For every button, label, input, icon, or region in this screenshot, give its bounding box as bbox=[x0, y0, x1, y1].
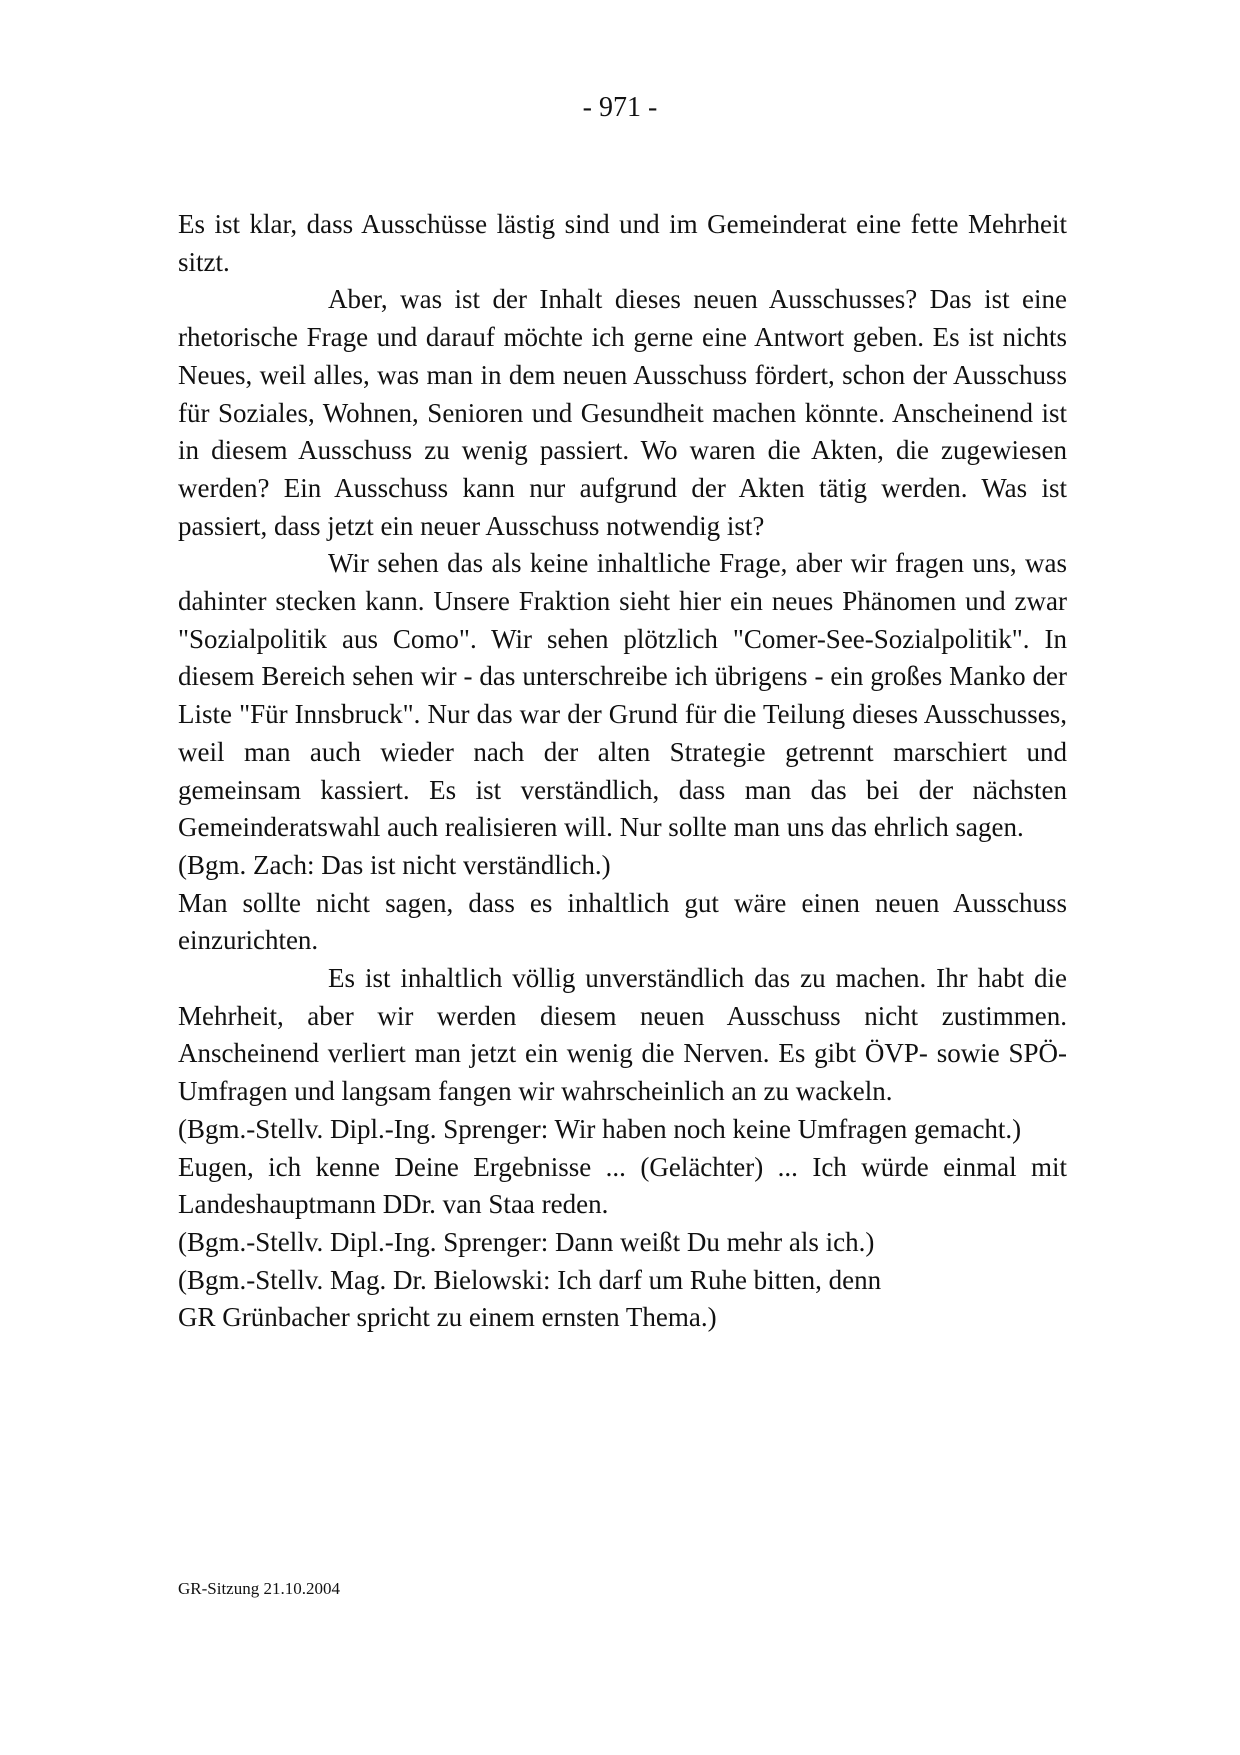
page-number: - 971 - bbox=[582, 92, 658, 123]
interjection-zach: (Bgm. Zach: Das ist nicht verständlich.) bbox=[178, 849, 611, 880]
interjection-sprenger-2: (Bgm.-Stellv. Dipl.-Ing. Sprenger: Dann weißt Du mehr als ich.) bbox=[178, 1226, 875, 1257]
paragraph-1: Es ist klar, dass Ausschüsse lästig sind und im Gemeinderat eine fette Mehrheit sitzt. bbox=[178, 209, 1067, 277]
document-body bbox=[178, 206, 1067, 1337]
paragraph-5: Es ist inhaltlich völlig unverständlich das zu machen. Ihr habt die Mehrheit, aber wir werden diesem neuen Ausschuss nicht zustimmen. Anscheinend verliert man jetzt ein wenig die Nerven. Es gibt ÖVP- sowie SPÖ-Umfragen und langsam fangen wir wahrscheinlich an zu wackeln. bbox=[178, 963, 1067, 1107]
interjection-bielowski-line-2: GR Grünbacher spricht zu einem ernsten Thema.) bbox=[178, 1302, 717, 1333]
paragraph-4: Man sollte nicht sagen, dass es inhaltlich gut wäre einen neuen Ausschuss einzurichten. bbox=[178, 887, 1067, 956]
interjection-sprenger-1: (Bgm.-Stellv. Dipl.-Ing. Sprenger: Wir haben noch keine Umfragen gemacht.) bbox=[178, 1113, 1022, 1144]
interjection-bielowski-line-1: (Bgm.-Stellv. Mag. Dr. Bielowski: Ich darf um Ruhe bitten, denn bbox=[178, 1264, 882, 1295]
paragraph-6: Eugen, ich kenne Deine Ergebnisse ... (Gelächter) ... Ich würde einmal mit Landeshauptmann DDr. van Staa reden. bbox=[178, 1151, 1067, 1220]
footer-session-date: GR-Sitzung 21.10.2004 bbox=[178, 1579, 340, 1598]
paragraph-2: Aber, was ist der Inhalt dieses neuen Ausschusses? Das ist eine rhetorische Frage und darauf möchte ich gerne eine Antwort geben. Es ist nichts Neues, weil alles, was man in dem neuen Ausschuss fördert, schon der Ausschuss für Soziales, Wohnen, Senioren und Gesundheit machen könnte. Anscheinend ist in diesem Ausschuss zu wenig passiert. Wo waren die Akten, die zugewiesen werden? Ein Ausschuss kann nur aufgrund der Akten tätig werden. Was ist passiert, dass jetzt ein neuer Ausschuss notwendig ist? bbox=[178, 284, 1067, 541]
paragraph-3: Wir sehen das als keine inhaltliche Frage, aber wir fragen uns, was dahinter stecken kann. Unsere Fraktion sieht hier ein neues Phänomen und zwar "Sozialpolitik aus Como". Wir sehen plötzlich "Comer-See-Sozialpolitik". In diesem Bereich sehen wir - das unterschreibe ich übrigens - ein großes Manko der Liste "Für Innsbruck". Nur das war der Grund für die Teilung dieses Ausschusses, weil man auch wieder nach der alten Strategie getrennt marschiert und gemeinsam kassiert. Es ist verständlich, dass man das bei der nächsten Gemeinderatswahl auch realisieren will. Nur sollte man uns das ehrlich sagen. bbox=[178, 548, 1067, 843]
